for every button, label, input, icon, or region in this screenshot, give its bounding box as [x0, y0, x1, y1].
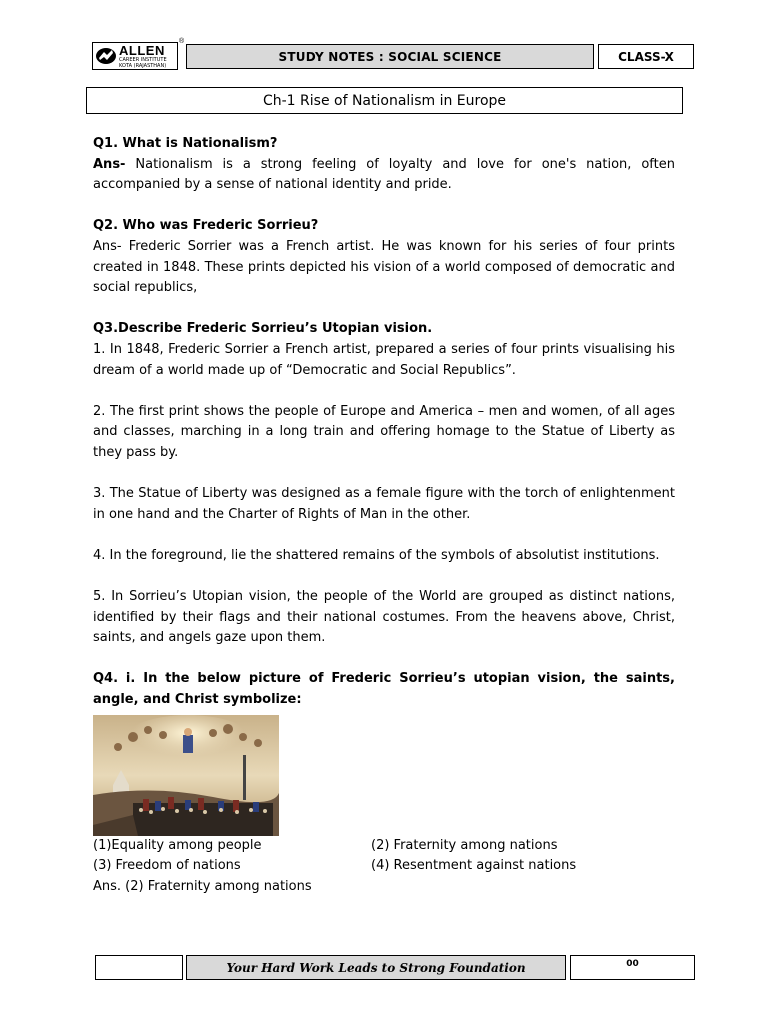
class-label: CLASS-X — [598, 44, 694, 69]
point-1: 1. In 1848, Frederic Sorrier a French artist, prepared a series of four prints visualising his dream of a world made up of “Democratic and Social Republics”. — [93, 341, 675, 378]
logo-text: ALLEN — [119, 43, 165, 58]
header-title: STUDY NOTES : SOCIAL SCIENCE — [186, 44, 594, 69]
answer-4: Ans. (2) Fraternity among nations — [93, 878, 312, 894]
allen-logo — [92, 42, 178, 70]
question-4: Q4. i. In the below picture of Frederic Sorrieu’s utopian vision, the saints, angle, and Christ symbolize: — [93, 671, 675, 708]
page-number: 00 — [570, 955, 695, 980]
point-3: 3. The Statue of Liberty was designed as a female figure with the torch of enlightenment in one hand and the Charter of Rights of Man in the other. — [93, 486, 675, 522]
answer-options — [93, 836, 675, 877]
answer-label: Ans- — [93, 156, 126, 172]
allen-emblem-icon — [95, 45, 117, 67]
option-4: (4) Resentment against nations — [371, 858, 577, 874]
answer-1-text: Nationalism is a strong feeling of loyalty and love for one's nation, often accompanied by a sense of national identity and pride. — [93, 156, 675, 193]
footer-motto: Your Hard Work Leads to Strong Foundation — [186, 955, 566, 980]
answer-1 — [93, 155, 675, 196]
point-4: 4. In the foreground, lie the shattered remains of the symbols of absolutist institutions. — [93, 547, 660, 563]
notes-content — [93, 134, 675, 897]
answer-2: Ans- Frederic Sorrier was a French artist. He was known for his series of four prints created in 1848. These prints depicted his vision of a world composed of democratic and social republics, — [93, 238, 675, 296]
option-3: (3) Freedom of nations — [93, 858, 241, 874]
registered-mark: ® — [179, 38, 185, 45]
sorrieu-print-image — [93, 715, 279, 836]
option-1: (1)Equality among people — [93, 837, 262, 853]
point-5: 5. In Sorrieu’s Utopian vision, the people of the World are grouped as distinct nations, identified by their flags and their national costumes. From the heavens above, Christ, saints, and angels gaze upon them. — [93, 589, 675, 646]
question-3: Q3.Describe Frederic Sorrieu’s Utopian vision. — [93, 321, 433, 337]
logo-subtext: CAREER INSTITUTE KOTA (RAJASTHAN) — [119, 57, 167, 69]
question-1: Q1. What is Nationalism? — [93, 136, 278, 151]
question-2: Q2. Who was Frederic Sorrieu? — [93, 218, 319, 234]
footer-left-box — [95, 955, 183, 980]
option-2: (2) Fraternity among nations — [371, 837, 558, 853]
point-2: 2. The first print shows the people of Europe and America – men and women, of all ages and classes, marching in a long train and offering homage to the Statue of Liberty as they pass by. — [93, 403, 675, 460]
chapter-title: Ch-1 Rise of Nationalism in Europe — [86, 87, 683, 114]
